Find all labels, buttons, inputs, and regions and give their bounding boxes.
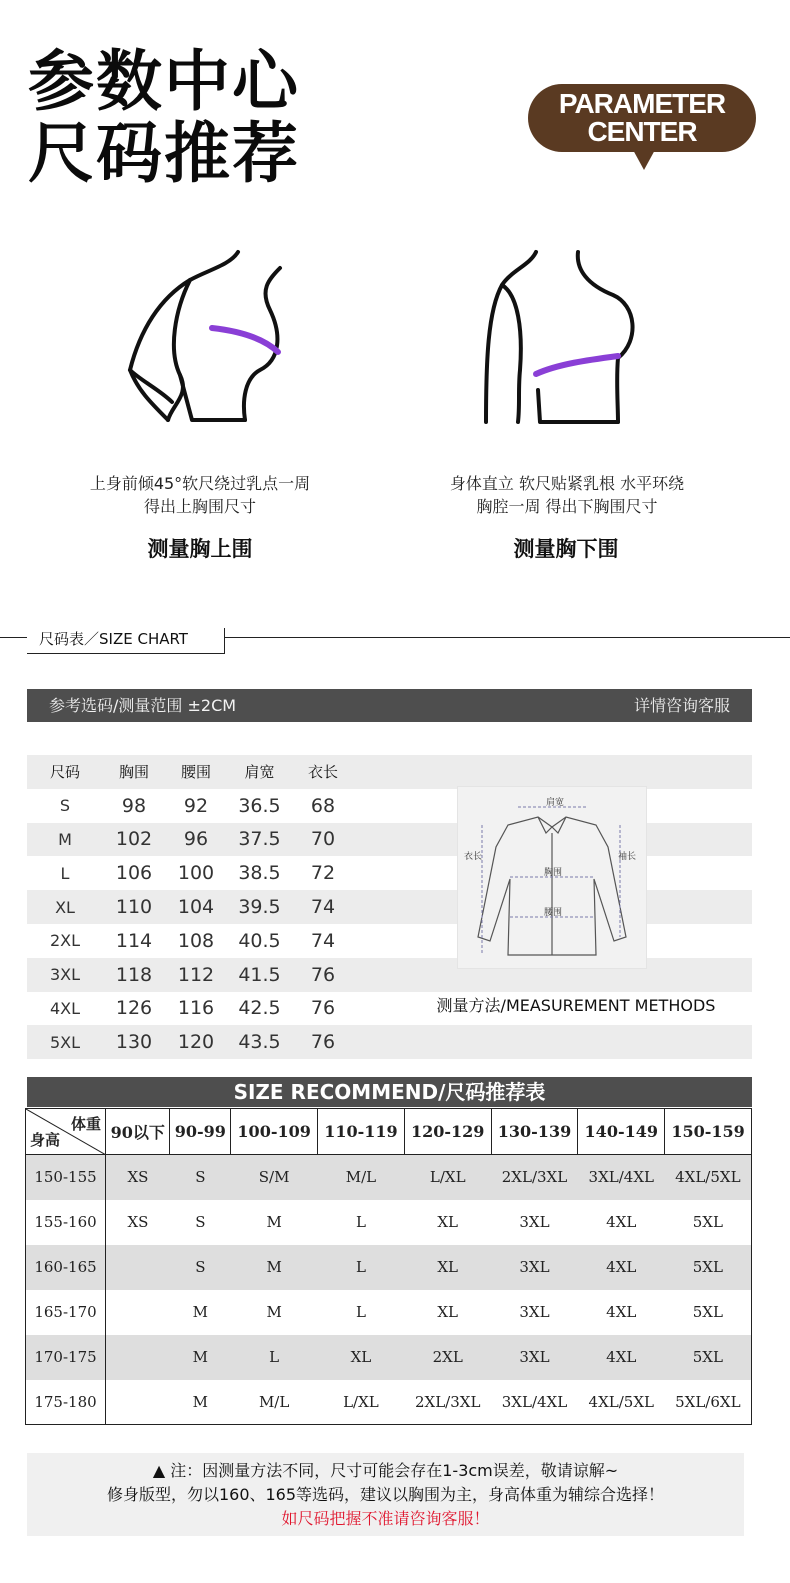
note-line-2: 修身版型，勿以160、165等选码，建议以胸围为主，身高体重为辅综合选择！ [106, 1485, 665, 1504]
table-row: M 102 96 37.5 70 [58, 828, 336, 851]
title-line-1: 参数中心 [28, 43, 300, 120]
size-recommend-table [25, 1108, 752, 1425]
table-row: XL 110 104 39.5 74 [55, 896, 336, 919]
corner-cell: 体重 身高 [26, 1109, 106, 1155]
measurement-method-label: 测量方法/MEASUREMENT METHODS [436, 996, 716, 1015]
shirt-icon [458, 787, 646, 968]
measurement-range-label: 参考选码/测量范围 ±2CM [49, 696, 237, 715]
table-row: 170-175 M L XL 2XL 3XL 4XL 5XL [26, 1335, 752, 1380]
size-note [27, 1453, 744, 1536]
shirt-measurement-diagram [457, 786, 647, 969]
waist-label: 腰围 [544, 908, 563, 918]
under-bust-description: 身体直立 软尺贴紧乳根 水平环绕 胸腔一周 得出下胸围尺寸 [449, 474, 685, 516]
chest-label: 胸围 [544, 868, 563, 878]
length-label: 衣长 [464, 852, 483, 862]
contact-service-link[interactable]: 详情咨询客服 [633, 696, 730, 715]
parameter-center-badge [528, 84, 756, 176]
upper-bust-title: 测量胸上围 [147, 537, 253, 561]
under-bust-figure-icon [478, 240, 648, 430]
table-row: 2XL 114 108 40.5 74 [49, 929, 336, 952]
size-chart-heading: 尺码表／SIZE CHART [27, 628, 225, 654]
badge-line-2: CENTER [587, 116, 697, 147]
table-row: 150-155 XS S S/M M/L L/XL 2XL/3XL 3XL/4XL 4XL/5XL [26, 1155, 752, 1200]
note-line-3: 如尺码把握不准请咨询客服！ [281, 1509, 490, 1528]
table-row: 5XL 130 120 43.5 76 [49, 1031, 336, 1054]
table-row: S 98 92 36.5 68 [59, 794, 336, 817]
table-row: 155-160 XS S M L XL 3XL 4XL 5XL [26, 1200, 752, 1245]
table-row: 4XL 126 116 42.5 76 [49, 997, 336, 1020]
size-chart-bar [27, 689, 752, 722]
upper-bust-figure-icon [120, 240, 300, 430]
under-bust-title: 测量胸下围 [513, 537, 619, 561]
size-recommend-title: SIZE RECOMMEND/尺码推荐表 [27, 1077, 752, 1107]
table-row: L 106 100 38.5 72 [60, 862, 336, 885]
table-row: 160-165 S M L XL 3XL 4XL 5XL [26, 1245, 752, 1290]
table-row: 3XL 118 112 41.5 76 [49, 963, 336, 986]
table-row: 175-180 M M/L L/XL 2XL/3XL 3XL/4XL 4XL/5XL 5XL/6XL [26, 1380, 752, 1425]
size-table [27, 755, 387, 1059]
shoulder-label: 肩宽 [546, 798, 565, 808]
sleeve-label: 袖长 [618, 852, 637, 862]
table-row: 165-170 M M L XL 3XL 4XL 5XL [26, 1290, 752, 1335]
size-table-header: 尺码 胸围 腰围 肩宽 衣长 [49, 763, 338, 782]
badge-line-1: PARAMETER [558, 88, 726, 119]
note-line-1: 注：因测量方法不同，尺寸可能会存在1-3cm误差，敬请谅解~ [170, 1461, 619, 1480]
recommend-header-row: 体重 身高 90以下 90-99 100-109 110-119 120-129 130-139 140-149 150-159 [26, 1109, 752, 1155]
page-title [28, 43, 300, 192]
upper-bust-description: 上身前倾45°软尺绕过乳点一周 得出上胸围尺寸 [89, 474, 311, 516]
title-line-2: 尺码推荐 [28, 115, 300, 192]
warning-icon: ▲ [152, 1461, 166, 1480]
